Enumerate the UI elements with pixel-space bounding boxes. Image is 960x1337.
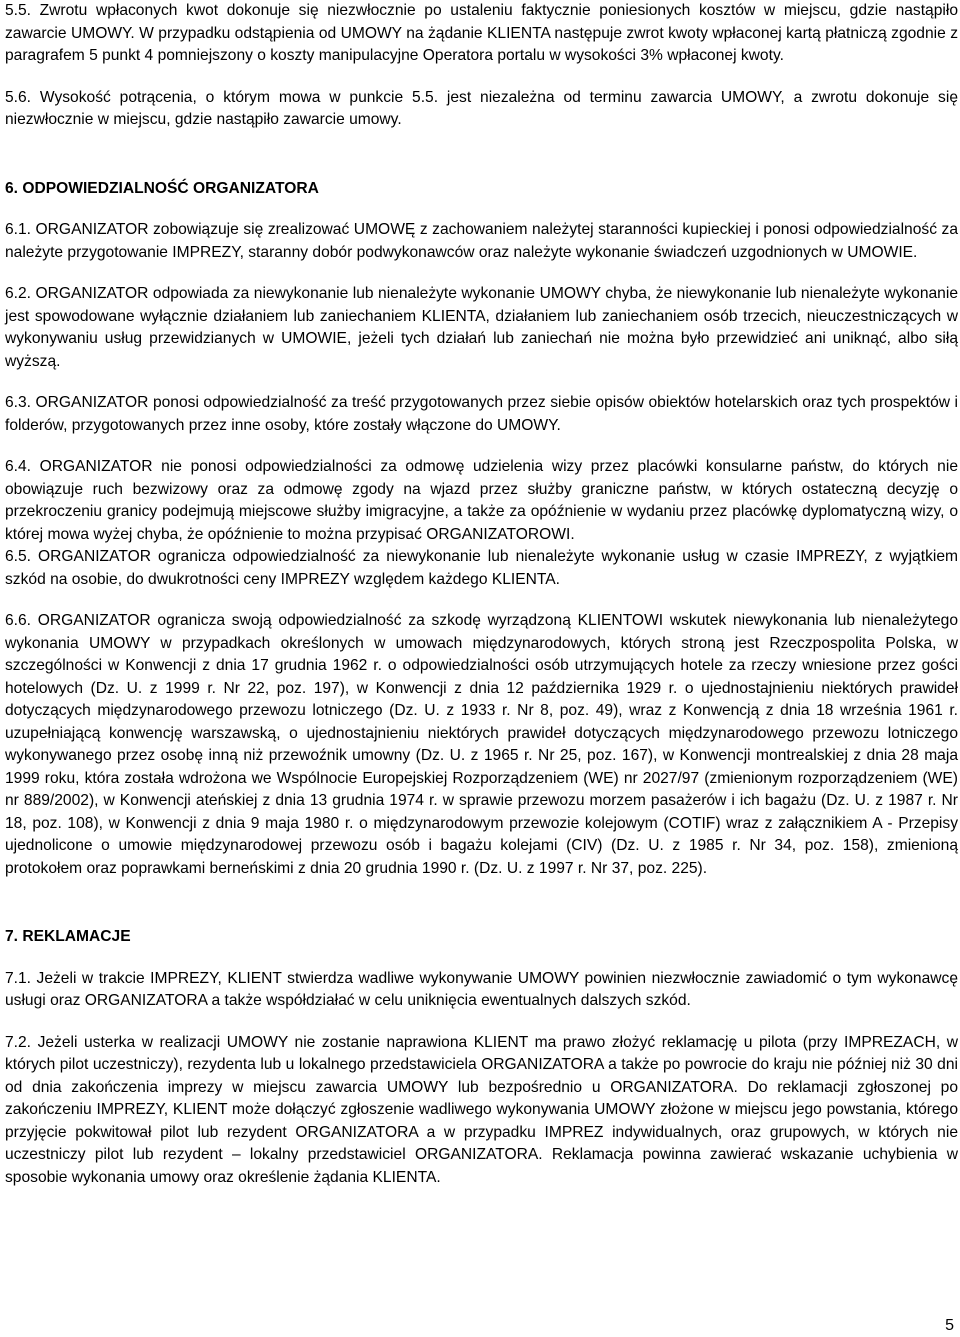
paragraph-7-1: 7.1. Jeżeli w trakcie IMPREZY, KLIENT stwierdza wadliwe wykonywanie UMOWY powinien niezwłocznie zawiadomić o tym wykonawcę usługi oraz ORGANIZATORA a także współdziałać w celu uniknięcia ewentualnych dalszych szkód.: [5, 969, 958, 1009]
paragraph-6-4: 6.4. ORGANIZATOR nie ponosi odpowiedzialności za odmowę udzielenia wizy przez placówki konsularne państw, do których nie obowiązuje ruch bezwizowy oraz za odmowę zgody na wjazd przez służby graniczne państw, w których ostateczną decyzję o przekroczeniu granicy podejmują miejscowe służby imigracyjne, a także za opóźnienie w wydaniu przez placówkę dyplomatyczną wizy, o której mowa wyżej chyba, że opóźnienie to można przypisać ORGANIZATOROWI.: [5, 458, 958, 543]
paragraph-6-5: 6.5. ORGANIZATOR ogranicza odpowiedzialność za niewykonanie lub nienależyte wykonanie usług w czasie IMPREZY, z wyjątkiem szkód na osobie, do dwukrotności ceny IMPREZY względem każdego KLIENTA.: [5, 548, 958, 588]
page-number: 5: [945, 1317, 954, 1334]
paragraph-5-5: 5.5. Zwrotu wpłaconych kwot dokonuje się niezwłocznie po ustaleniu faktycznie poniesionych kosztów w miejscu, gdzie nastąpiło zawarcie UMOWY. W przypadku odstąpienia od UMOWY na żądanie KLIENTA następuje zwrot kwoty wpłaconej kartą płatniczą zgodnie z paragrafem 5 punkt 4 pomniejszony o koszty manipulacyjne Operatora portalu w wysokości 3% wpłaconej kwoty.: [5, 2, 958, 64]
spacer: [5, 1013, 958, 1032]
section-heading-7: 7. REKLAMACJE: [5, 928, 131, 945]
paragraph-6-2: 6.2. ORGANIZATOR odpowiada za niewykonanie lub nienależyte wykonanie UMOWY chyba, że niewykonanie lub nienależyte wykonanie jest spowodowane wyłącznie działaniem lub zaniechaniem KLIENTA, działaniem lub zaniechaniem osób trzecich, nieuczestniczących w wykonywaniu usług przewidzianych w UMOWIE, jeżeli tych działań lub zaniechań nie można było przewidzieć ani uniknąć, albo siłą wyższą.: [5, 285, 958, 370]
document-page: [5, 0, 958, 1189]
spacer: [5, 373, 958, 392]
spacer: [5, 264, 958, 283]
paragraph-5-6: 5.6. Wysokość potrącenia, o którym mowa w punkcie 5.5. jest niezależna od terminu zawarcia UMOWY, a zwrotu dokonuje się niezwłocznie w miejscu, gdzie nastąpiło zawarcie umowy.: [5, 88, 958, 128]
spacer: [5, 200, 958, 219]
spacer: [5, 949, 958, 968]
section-heading-6: 6. ODPOWIEDZIALNOŚĆ ORGANIZATORA: [5, 179, 319, 197]
paragraph-7-2: 7.2. Jeżeli usterka w realizacji UMOWY nie zostanie naprawiona KLIENT ma prawo złożyć reklamację u pilota (przy IMPREZACH, w których pilot uczestniczy), rezydenta lub u lokalnego przedstawiciela ORGANIZATORA a także po powrocie do kraju nie później niż 30 dni od dnia zakończenia imprezy w miejscu zawarcia UMOWY lub bezpośrednio u ORGANIZATORA. Do reklamacji zgłoszonej po zakończeniu IMPREZY, KLIENT może dołączyć zgłoszenie wadliwego wykonywania UMOWY złożone w miejscu jego powstania, którego przyjęcie pokwitował pilot lub rezydent ORGANIZATORA a w przypadku IMPREZ indywidualnych, oraz grupowych, w których nie uczestniczy pilot lub rezydent – lokalny przedstawiciel ORGANIZATORA. Reklamacja powinna zawierać wskazanie uchybienia w sposobie wykonania umowy oraz określenie żądania KLIENTA.: [5, 1033, 958, 1186]
spacer: [5, 132, 958, 178]
paragraph-6-6: 6.6. ORGANIZATOR ogranicza swoją odpowiedzialność za szkodę wyrządzoną KLIENTOWI wskutek niewykonania lub nienależytego wykonania UMOWY w przypadkach określonych w umowach międzynarodowych, których stroną jest Rzeczpospolita Polska, w szczególności w Konwencji z dnia 17 grudnia 1962 r. o odpowiedzialności osób utrzymujących hotele za rzeczy wniesione przez gości hotelowych (Dz. U. z 1999 r. Nr 22, poz. 197), w Konwencji z dnia 12 października 1929 r. o ujednostajnieniu niektórych prawideł dotyczących międzynarodowego przewozu lotniczego (Dz. U. z 1933 r. Nr 8, poz. 49), wraz z Konwencją z dnia 18 września 1961 r. uzupełniającą konwencję warszawską, o ujednostajnieniu niektórych prawideł dotyczących międzynarodowego przewozu lotniczego wykonywanego przez osobę inną niż przewoźnik umowny (Dz. U. z 1965 r. Nr 25, poz. 167), w Konwencji montrealskiej z dnia 28 maja 1999 roku, która została wdrożona we Wspólnocie Europejskiej Rozporządzeniem (WE) nr 2027/97 (zmienionym rozporządzeniem (WE) nr 889/2002), w Konwencji ateńskiej z dnia 13 grudnia 1974 r. w sprawie przewozu morzem pasażerów i ich bagażu (Dz. U. z 1987 r. Nr 18, poz. 108), w Konwencji z dnia 9 maja 1980 r. o międzynarodowym przewozie kolejowym (COTIF) wraz z załącznikiem A - Przepisy ujednolicone o umowie międzynarodowej przewozu osób i bagażu kolejami (CIV) (Dz. U. z 1985 r. Nr 34, poz. 158), zmienioną protokołem oraz poprawkami berneńskimi z dnia 20 grudnia 1990 r. (Dz. U. z 1997 r. Nr 37, poz. 225).: [5, 612, 958, 877]
spacer: [5, 68, 958, 87]
spacer: [5, 880, 958, 926]
spacer: [5, 437, 958, 456]
paragraph-6-3: 6.3. ORGANIZATOR ponosi odpowiedzialność za treść przygotowanych przez siebie opisów obiektów hotelarskich oraz tych prospektów i folderów, przygotowanych przez inne osoby, które zostały włączone do UMOWY.: [5, 394, 958, 434]
spacer: [5, 591, 958, 610]
paragraph-6-1: 6.1. ORGANIZATOR zobowiązuje się zrealizować UMOWĘ z zachowaniem należytej staranności kupieckiej i ponosi odpowiedzialność za należyte przygotowanie IMPREZY, staranny dobór podwykonawców oraz należyte wykonanie świadczeń uzgodnionych w UMOWIE.: [5, 221, 958, 261]
